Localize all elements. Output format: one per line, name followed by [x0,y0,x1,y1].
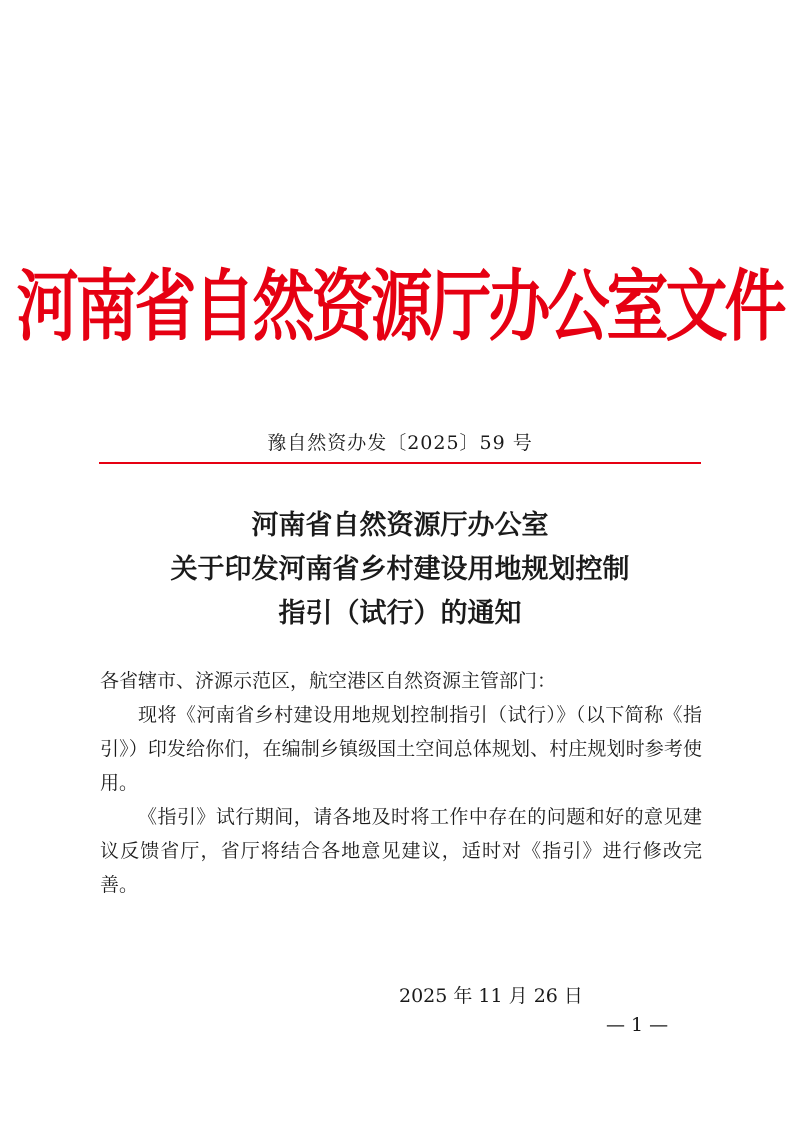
salutation: 各省辖市、济源示范区，航空港区自然资源主管部门： [100,670,557,692]
notice-title-line-1: 河南省自然资源厅办公室 [251,510,549,541]
issue-date: 2025 年 11 月 26 日 [399,985,583,1007]
notice-title-line-3: 指引（试行）的通知 [278,598,522,629]
page-number: — 1 — [606,1014,669,1036]
body-paragraph-1: 现将《河南省乡村建设用地规划控制指引（试行）》（以下简称《指引》）印发给你们，在编制乡镇级国土空间总体规划、村庄规划时参考使用。 [100,704,702,794]
red-separator-line [99,462,701,464]
notice-title [0,504,800,636]
notice-body [100,664,702,902]
notice-title-line-2: 关于印发河南省乡村建设用地规划控制 [170,554,630,585]
body-paragraph-2: 《指引》试行期间，请各地及时将工作中存在的问题和好的意见建议反馈省厅，省厅将结合各地意见建议，适时对《指引》进行修改完善。 [100,806,702,896]
document-number: 豫自然资办发〔2025〕59 号 [267,432,533,454]
document-header-title: 河南省自然资源厅办公室文件 [16,260,784,352]
